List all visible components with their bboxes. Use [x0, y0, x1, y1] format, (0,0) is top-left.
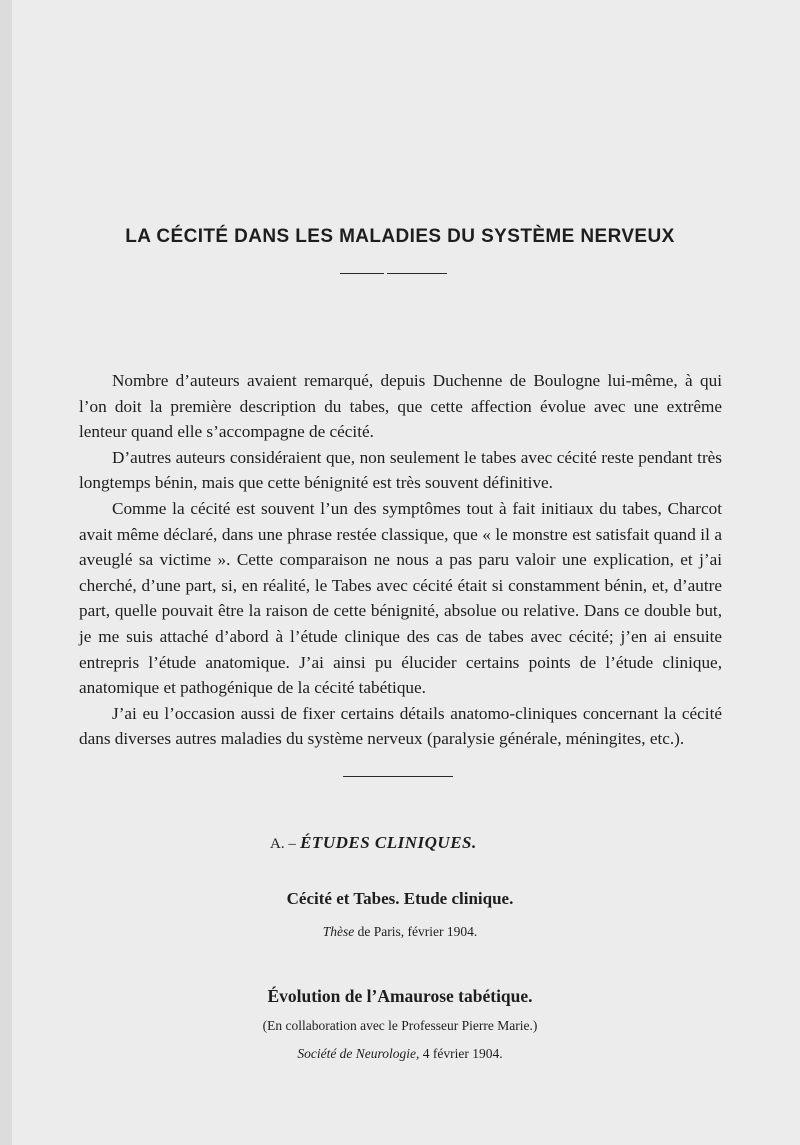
- work-title: Évolution de l’Amaurose tabétique.: [267, 986, 533, 1006]
- page-edge-shadow: [0, 0, 12, 1145]
- title-rule-right: [387, 273, 447, 274]
- chapter-title: LA CÉCITÉ DANS LES MALADIES DU SYSTÈME NERVEUX: [125, 226, 675, 247]
- body-text: [79, 368, 722, 752]
- work-reference: [0, 924, 800, 940]
- title-rule-left: [340, 273, 384, 274]
- section-letter: A. –: [270, 836, 296, 852]
- reference-text: 4 février 1904.: [419, 1046, 503, 1061]
- reference-text: de Paris, février 1904.: [354, 924, 478, 939]
- paragraph: D’autres auteurs considéraient que, non seulement le tabes avec cécité reste pendant très longtemps bénin, mais que cette bénignité est très souvent définitive.: [79, 447, 722, 493]
- section-divider: [343, 776, 453, 777]
- reference-italic: Société de Neurologie,: [297, 1046, 420, 1061]
- paragraph: Comme la cécité est souvent l’un des symptômes tout à fait initiaux du tabes, Charcot avait même déclaré, dans une phrase restée classique, que « le monstre est satisfait quand il a aveuglé sa victime ». Cette comparaison ne nous a pas paru valoir une explication, et j’ai cherché, d’une part, si, en réalité, le Tabes avec cécité était si constamment bénin, et, d’autre part, quelle pouvait être la raison de cette bénignité, absolue ou relative. Dans ce double but, je me suis attaché d’abord à l’étude clinique des cas de tabes avec cécité; j’en ai ensuite entrepris l’étude anatomique. J’ai ainsi pu élucider certains points de l’étude clinique, anatomique et pathogénique de la cécité tabétique.: [79, 498, 722, 698]
- collaboration-note: (En collaboration avec le Professeur Pierre Marie.): [262, 1018, 538, 1033]
- paragraph: Nombre d’auteurs avaient remarqué, depuis Duchenne de Boulogne lui-même, à qui l’on doit la première description du tabes, que cette affection évolue avec une extrême lenteur quand elle s’accompagne de cécité.: [79, 371, 722, 442]
- reference-italic: Thèse: [322, 924, 355, 939]
- section-title: ÉTUDES CLINIQUES.: [300, 833, 477, 852]
- section-heading: [270, 833, 477, 853]
- paragraph: J’ai eu l’occasion aussi de fixer certains détails anatomo-cliniques concernant la cécité dans diverses autres maladies du système nerveux (paralysie générale, méningites, etc.).: [79, 703, 722, 749]
- work-title: Cécité et Tabes. Etude clinique.: [286, 889, 514, 908]
- work-reference: [0, 1046, 800, 1062]
